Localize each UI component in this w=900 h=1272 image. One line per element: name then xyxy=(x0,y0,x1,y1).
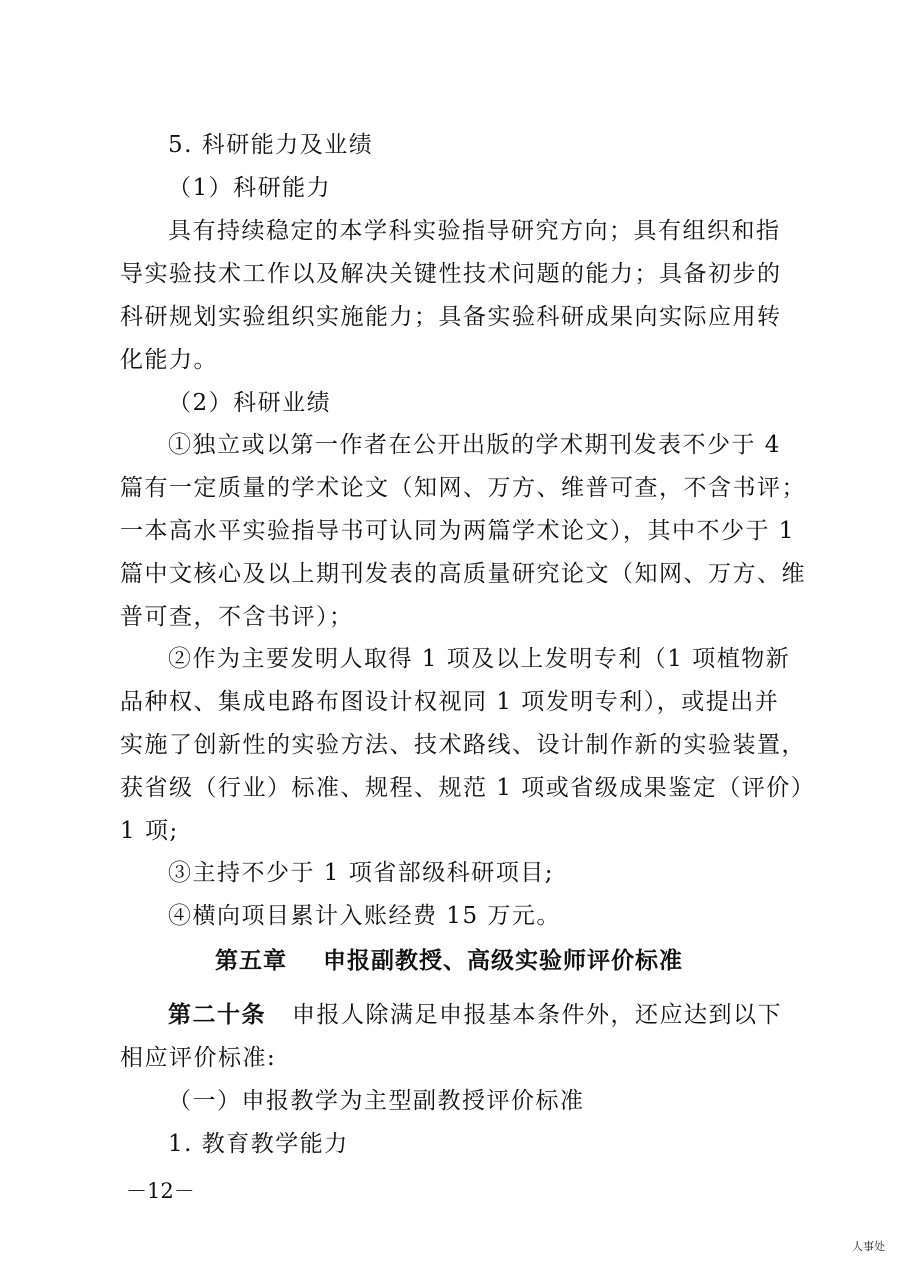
chapter-title: 申报副教授、高级实验师评价标准 xyxy=(323,947,683,974)
list-item-line: ①独立或以第一作者在公开出版的学术期刊发表不少于 4 xyxy=(168,432,781,458)
chapter-heading xyxy=(215,946,683,976)
article-label: 第二十条 xyxy=(168,1001,266,1028)
list-item-line: ②作为主要发明人取得 1 项及以上发明专利（1 项植物新 xyxy=(168,646,791,672)
list-item-line: 篇中文核心及以上期刊发表的高质量研究论文（知网、万方、维 xyxy=(120,561,806,587)
list-item-line: ④横向项目累计入账经费 15 万元。 xyxy=(168,903,561,929)
list-item-line: 普可查，不含书评）； xyxy=(120,604,354,630)
list-item-line: 实施了创新性的实验方法、技术路线、设计制作新的实验装置， xyxy=(120,732,806,758)
list-item-line: 一本高水平实验指导书可认同为两篇学术论文），其中不少于 1 xyxy=(120,518,795,544)
paragraph-line: 具有持续稳定的本学科实验指导研究方向；具有组织和指 xyxy=(168,218,781,244)
list-item-line: ③主持不少于 1 项省部级科研项目; xyxy=(168,860,555,886)
list-item-line: 获省级（行业）标准、规程、规范 1 项或省级成果鉴定（评价） xyxy=(120,775,816,801)
page-number: －12－ xyxy=(126,1179,195,1203)
watermark-text: 人事处 xyxy=(852,1240,885,1253)
paragraph-line: 化能力。 xyxy=(120,347,218,373)
subsection-heading-research-ability: （1）科研能力 xyxy=(168,175,332,201)
article-first-line xyxy=(168,1000,782,1030)
subsection-heading-research-achievements: （2）科研业绩 xyxy=(168,390,332,416)
paragraph-line: 导实验技术工作以及解决关键性技术问题的能力；具备初步的 xyxy=(120,261,782,287)
chapter-number: 第五章 xyxy=(215,947,287,974)
paragraph-line: 科研规划实验组织实施能力；具备实验科研成果向实际应用转 xyxy=(120,304,782,330)
section-heading: 5. 科研能力及业绩 xyxy=(168,132,374,158)
list-item-line: 篇有一定质量的学术论文（知网、万方、维普可查，不含书评； xyxy=(120,475,806,501)
article-text: 申报人除满足申报基本条件外，还应达到以下 xyxy=(292,1002,782,1028)
list-item-line: 1 项; xyxy=(120,818,179,844)
subsection-heading: （一）申报教学为主型副教授评价标准 xyxy=(168,1088,585,1114)
article-second-line: 相应评价标准: xyxy=(120,1045,277,1071)
list-item-line: 品种权、集成电路布图设计权视同 1 项发明专利），或提出并 xyxy=(120,689,780,715)
subsection-item: 1. 教育教学能力 xyxy=(168,1131,349,1157)
